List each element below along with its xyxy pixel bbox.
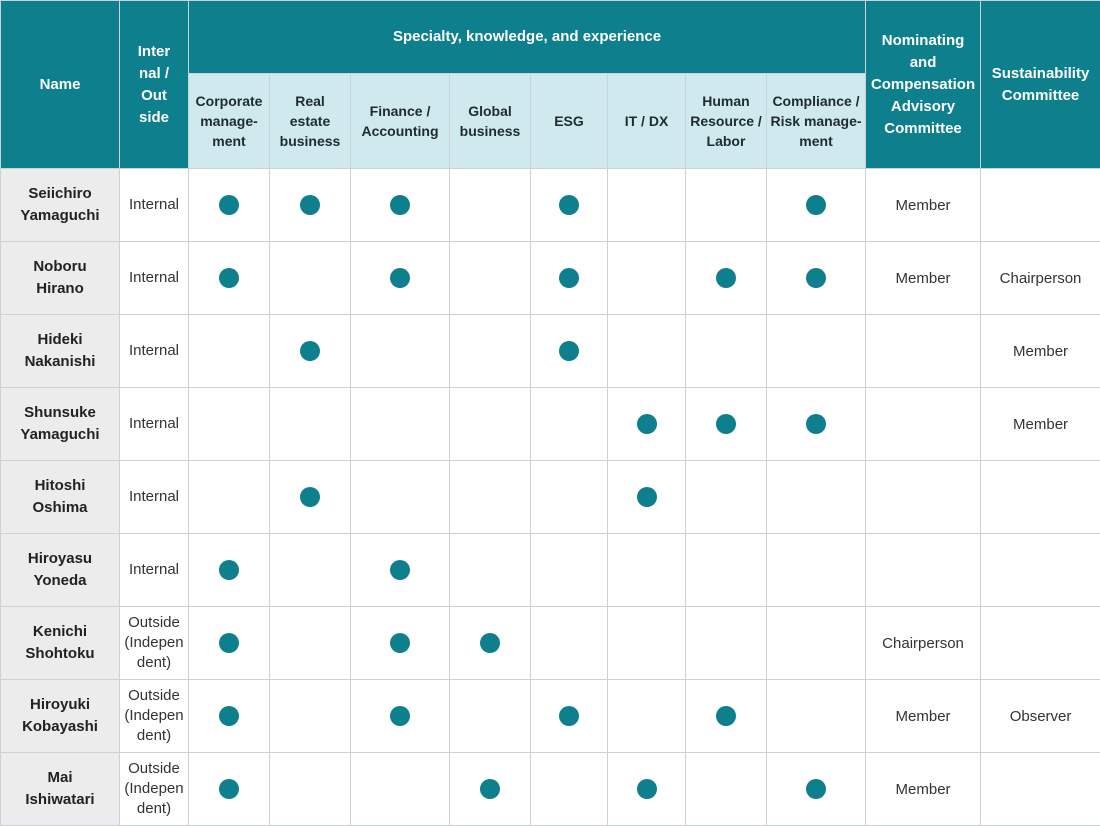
skill-cell [189, 534, 270, 607]
internal-outside-value: Internal [120, 169, 189, 242]
skill-cell [686, 607, 767, 680]
skill-dot-icon [219, 633, 239, 653]
skill-dot-icon [559, 195, 579, 215]
skill-cell [608, 242, 686, 315]
nominating-committee-role [866, 315, 981, 388]
skill-cell [351, 461, 450, 534]
skill-cell [270, 680, 351, 753]
director-name: Hiroyuki Kobayashi [1, 680, 120, 753]
skill-cell [189, 607, 270, 680]
skill-cell [608, 753, 686, 826]
skill-cell [270, 461, 351, 534]
skill-cell [270, 315, 351, 388]
skill-dot-icon [219, 195, 239, 215]
nominating-committee-role [866, 534, 981, 607]
skill-cell [686, 680, 767, 753]
skill-cell [531, 388, 608, 461]
skill-header-compliance-risk: Compliance / Risk manage- ment [767, 74, 866, 169]
nominating-committee-role: Member [866, 242, 981, 315]
skill-cell [608, 534, 686, 607]
skill-cell [351, 534, 450, 607]
director-name: Hitoshi Oshima [1, 461, 120, 534]
skill-cell [351, 242, 450, 315]
skill-dot-icon [559, 268, 579, 288]
skill-dot-icon [300, 195, 320, 215]
internal-outside-value: Internal [120, 315, 189, 388]
skill-cell [531, 534, 608, 607]
skill-cell [686, 315, 767, 388]
sustainability-committee-role: Observer [981, 680, 1100, 753]
skill-dot-icon [480, 633, 500, 653]
skill-cell [531, 753, 608, 826]
internal-outside-header: Inter nal / Out side [120, 1, 189, 169]
skill-cell [450, 242, 531, 315]
skill-dot-icon [390, 195, 410, 215]
skill-dot-icon [637, 414, 657, 434]
sustainability-committee-role [981, 534, 1100, 607]
table-row [1, 753, 1100, 826]
internal-outside-value: Outside (Indepen dent) [120, 607, 189, 680]
skill-cell [450, 753, 531, 826]
skill-dot-icon [219, 779, 239, 799]
skill-cell [189, 388, 270, 461]
skill-cell [686, 753, 767, 826]
skill-dot-icon [716, 414, 736, 434]
specialty-header: Specialty, knowledge, and experience [189, 1, 866, 74]
skill-dot-icon [390, 706, 410, 726]
skill-cell [351, 388, 450, 461]
skill-header-it-dx: IT / DX [608, 74, 686, 169]
table-row [1, 534, 1100, 607]
skill-dot-icon [806, 195, 826, 215]
skill-cell [351, 315, 450, 388]
skill-cell [189, 753, 270, 826]
skill-dot-icon [716, 268, 736, 288]
skill-cell [189, 242, 270, 315]
skill-cell [450, 607, 531, 680]
table-row [1, 315, 1100, 388]
sustainability-committee-role: Member [981, 315, 1100, 388]
sustainability-committee-role: Chairperson [981, 242, 1100, 315]
skill-cell [450, 315, 531, 388]
skill-cell [531, 169, 608, 242]
internal-outside-value: Outside (Indepen dent) [120, 753, 189, 826]
skill-header-finance-accounting: Finance / Accounting [351, 74, 450, 169]
skill-cell [450, 534, 531, 607]
table-row [1, 607, 1100, 680]
skill-cell [686, 534, 767, 607]
skill-dot-icon [219, 706, 239, 726]
table-row [1, 388, 1100, 461]
skill-dot-icon [300, 341, 320, 361]
skill-cell [531, 680, 608, 753]
skill-cell [686, 461, 767, 534]
name-header: Name [1, 1, 120, 169]
skill-cell [351, 607, 450, 680]
nominating-committee-role: Member [866, 753, 981, 826]
skill-cell [351, 680, 450, 753]
skill-cell [351, 753, 450, 826]
skill-header-global-business: Global business [450, 74, 531, 169]
skill-cell [270, 534, 351, 607]
internal-outside-value: Outside (Indepen dent) [120, 680, 189, 753]
skill-dot-icon [559, 341, 579, 361]
skill-cell [189, 169, 270, 242]
director-name: Shunsuke Yamaguchi [1, 388, 120, 461]
skill-dot-icon [219, 560, 239, 580]
skill-cell [270, 388, 351, 461]
skill-dot-icon [806, 414, 826, 434]
nominating-committee-role: Chairperson [866, 607, 981, 680]
skill-dot-icon [716, 706, 736, 726]
table-row [1, 680, 1100, 753]
internal-outside-value: Internal [120, 242, 189, 315]
nominating-committee-role [866, 388, 981, 461]
internal-outside-value: Internal [120, 461, 189, 534]
skill-cell [767, 534, 866, 607]
skill-cell [686, 388, 767, 461]
skill-cell [531, 461, 608, 534]
table-row [1, 242, 1100, 315]
skill-cell [531, 607, 608, 680]
director-name: Hiroyasu Yoneda [1, 534, 120, 607]
table-row [1, 169, 1100, 242]
director-name: Noboru Hirano [1, 242, 120, 315]
nominating-committee-role: Member [866, 169, 981, 242]
director-name: Seiichiro Yamaguchi [1, 169, 120, 242]
skill-cell [531, 315, 608, 388]
skill-dot-icon [390, 268, 410, 288]
sustainability-committee-role [981, 461, 1100, 534]
skill-cell [270, 607, 351, 680]
skill-dot-icon [559, 706, 579, 726]
skill-cell [767, 753, 866, 826]
skill-cell [189, 680, 270, 753]
skill-header-human-resource: Human Resource / Labor [686, 74, 767, 169]
skill-cell [767, 388, 866, 461]
skill-cell [450, 680, 531, 753]
skill-cell [189, 315, 270, 388]
skill-cell [767, 169, 866, 242]
internal-outside-value: Internal [120, 388, 189, 461]
director-name: Hideki Nakanishi [1, 315, 120, 388]
skill-cell [531, 242, 608, 315]
table-row [1, 461, 1100, 534]
director-name: Mai Ishiwatari [1, 753, 120, 826]
skill-dot-icon [300, 487, 320, 507]
nominating-committee-role: Member [866, 680, 981, 753]
skill-dot-icon [219, 268, 239, 288]
sustainability-committee-role [981, 753, 1100, 826]
skill-cell [608, 388, 686, 461]
skill-dot-icon [637, 779, 657, 799]
skill-cell [608, 169, 686, 242]
skill-cell [608, 315, 686, 388]
skill-dot-icon [806, 268, 826, 288]
skill-dot-icon [390, 633, 410, 653]
skill-cell [608, 607, 686, 680]
sustainability-committee-role: Member [981, 388, 1100, 461]
skill-cell [767, 315, 866, 388]
skill-header-esg: ESG [531, 74, 608, 169]
skill-cell [351, 169, 450, 242]
skill-cell [686, 169, 767, 242]
skill-dot-icon [390, 560, 410, 580]
skill-cell [608, 680, 686, 753]
skill-cell [767, 607, 866, 680]
skill-dot-icon [806, 779, 826, 799]
sustainability-committee-header: Sustainability Committee [981, 1, 1100, 169]
skill-dot-icon [480, 779, 500, 799]
sustainability-committee-role [981, 169, 1100, 242]
skill-cell [270, 169, 351, 242]
skill-header-real-estate: Real estate business [270, 74, 351, 169]
skill-cell [450, 461, 531, 534]
sustainability-committee-role [981, 607, 1100, 680]
skill-dot-icon [637, 487, 657, 507]
skill-cell [270, 753, 351, 826]
skill-cell [270, 242, 351, 315]
skill-cell [189, 461, 270, 534]
internal-outside-value: Internal [120, 534, 189, 607]
skill-cell [686, 242, 767, 315]
nominating-committee-header: Nominating and Compensation Advisory Committee [866, 1, 981, 169]
skill-cell [450, 169, 531, 242]
skill-cell [767, 242, 866, 315]
skill-cell [767, 461, 866, 534]
nominating-committee-role [866, 461, 981, 534]
skill-cell [608, 461, 686, 534]
skill-cell [767, 680, 866, 753]
skill-cell [450, 388, 531, 461]
director-name: Kenichi Shohtoku [1, 607, 120, 680]
skill-header-corporate-management: Corporate manage- ment [189, 74, 270, 169]
